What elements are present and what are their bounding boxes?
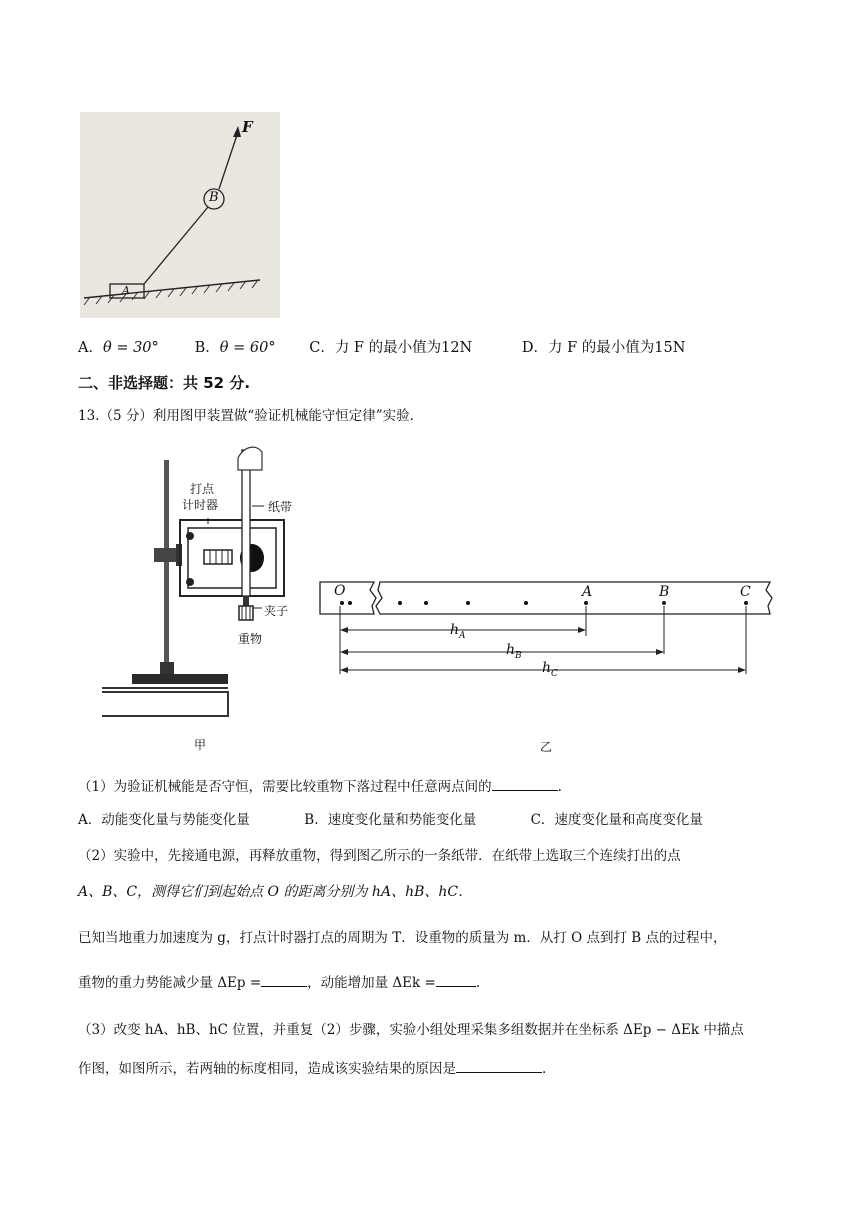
- part1-option-c: [531, 810, 703, 830]
- q13-part2-line2: A、B、C，测得它们到起始点 O 的距离分别为 hA、hB、hC．: [78, 884, 473, 900]
- dot-b: [662, 601, 666, 605]
- label-point-a: A: [582, 584, 593, 600]
- dot: [524, 601, 528, 605]
- label-block-a: A: [122, 284, 130, 297]
- label-point-b: B: [659, 584, 670, 600]
- label-timer-line1: 打点: [190, 482, 215, 496]
- force-arrowhead: [233, 126, 241, 137]
- option-text: 动能变化量与势能变化量: [101, 812, 250, 828]
- stand-foot: [160, 662, 174, 674]
- rope: [144, 207, 208, 284]
- section-2-heading: 二、非选择题：共 52 分.: [78, 374, 251, 392]
- q13-stem: 13.（5 分）利用图甲装置做“验证机械能守恒定律”实验.: [78, 408, 414, 424]
- stand-base: [132, 674, 228, 684]
- table-top: [102, 692, 228, 716]
- q13-part2-line3: 已知当地重力加速度为 g，打点计时器打点的周期为 T．设重物的质量为 m．从打 O 点到打 B 点的过程中，: [78, 930, 727, 946]
- label-point-c: C: [740, 584, 751, 600]
- label-point-o: O: [334, 583, 346, 599]
- option-key: A．: [78, 812, 102, 828]
- label-timer-line2: 计时器: [182, 498, 219, 512]
- dot-c: [744, 601, 748, 605]
- q12-options: [78, 338, 685, 358]
- part2-ep-text: 重物的重力势能减少量 ΔEp =: [78, 975, 262, 991]
- label-force-f: F: [242, 118, 253, 136]
- option-key: B．: [194, 340, 220, 356]
- clip: [243, 596, 249, 606]
- label-hc-sub: C: [551, 668, 558, 679]
- option-key: C．: [530, 812, 555, 828]
- option-text: 力 F 的最小值为15N: [547, 340, 686, 356]
- part1-answer-blank[interactable]: [492, 776, 558, 791]
- tape-left-segment: [320, 582, 376, 614]
- label-hb-h: h: [506, 642, 516, 658]
- label-ha-h: h: [450, 622, 460, 638]
- part1-option-b: [304, 810, 526, 830]
- option-text: 速度变化量和势能变化量: [327, 812, 477, 828]
- q13-part1: [78, 776, 562, 797]
- dot-o-2: [348, 601, 352, 605]
- q12-option-d: [522, 338, 686, 358]
- part3-text: 作图，如图所示，若两轴的标度相同，造成该实验结果的原因是: [78, 1061, 456, 1077]
- label-ha: [450, 622, 466, 641]
- label-hb-sub: B: [515, 650, 522, 661]
- q13-part3-line2: [78, 1058, 546, 1079]
- dot: [398, 601, 402, 605]
- q13-part2-line4: [78, 972, 480, 993]
- part1-option-a: [78, 810, 300, 830]
- paper-tape: [242, 450, 250, 596]
- ek-answer-blank[interactable]: [436, 972, 476, 987]
- label-ha-sub: A: [459, 630, 466, 641]
- option-text: θ = 60°: [219, 340, 276, 356]
- dot-a: [584, 601, 588, 605]
- label-clip: 夹子: [264, 604, 289, 618]
- label-ball-b: B: [209, 190, 219, 205]
- option-text: 力 F 的最小值为12N: [334, 340, 473, 356]
- ep-answer-blank[interactable]: [261, 972, 307, 987]
- dot: [466, 601, 470, 605]
- label-hb: [506, 642, 522, 661]
- option-key: C．: [309, 340, 335, 356]
- option-key: A．: [78, 340, 103, 356]
- part2-end: .: [475, 975, 481, 991]
- part3-answer-blank[interactable]: [456, 1058, 542, 1073]
- part1-text: （1）为验证机械能是否守恒，需要比较重物下落过程中任意两点间的: [78, 779, 492, 795]
- label-weight: 重物: [238, 632, 263, 646]
- q13-part1-options: [78, 810, 703, 830]
- q13-part2-line1: （2）实验中，先接通电源，再释放重物，得到图乙所示的一条纸带．在纸带上选取三个连续打出的点: [78, 848, 681, 864]
- dot-o-1: [340, 601, 344, 605]
- force-arrow: [219, 132, 238, 189]
- incline-figure: [80, 112, 280, 318]
- tape-right-segment: [376, 582, 772, 614]
- incline-diagram: [80, 112, 280, 318]
- q12-option-c: [309, 338, 517, 358]
- option-key: B．: [304, 812, 328, 828]
- label-hc: [542, 660, 558, 679]
- caption-yi: 乙: [540, 740, 553, 754]
- option-key: D．: [521, 340, 548, 356]
- q12-option-a: [78, 338, 190, 358]
- caption-jia: 甲: [194, 738, 207, 752]
- figure-jia: [96, 440, 306, 760]
- label-hc-h: h: [542, 660, 552, 676]
- label-paper-tape: 纸带: [268, 500, 293, 514]
- option-text: θ = 30°: [102, 340, 159, 356]
- option-text: 速度变化量和高度变化量: [554, 812, 703, 828]
- part3-end: .: [542, 1061, 547, 1077]
- figure-yi: [318, 570, 778, 760]
- q13-part3-line1: （3）改变 hA、hB、hC 位置，并重复（2）步骤，实验小组处理采集多组数据并在坐标系 ΔEp − ΔEk 中描点: [78, 1022, 744, 1038]
- part2-ek-text: ，动能增加量 ΔEk =: [307, 975, 436, 991]
- dot: [424, 601, 428, 605]
- part1-end: .: [557, 779, 562, 795]
- stand-rod: [164, 460, 169, 670]
- q12-option-b: [195, 338, 305, 358]
